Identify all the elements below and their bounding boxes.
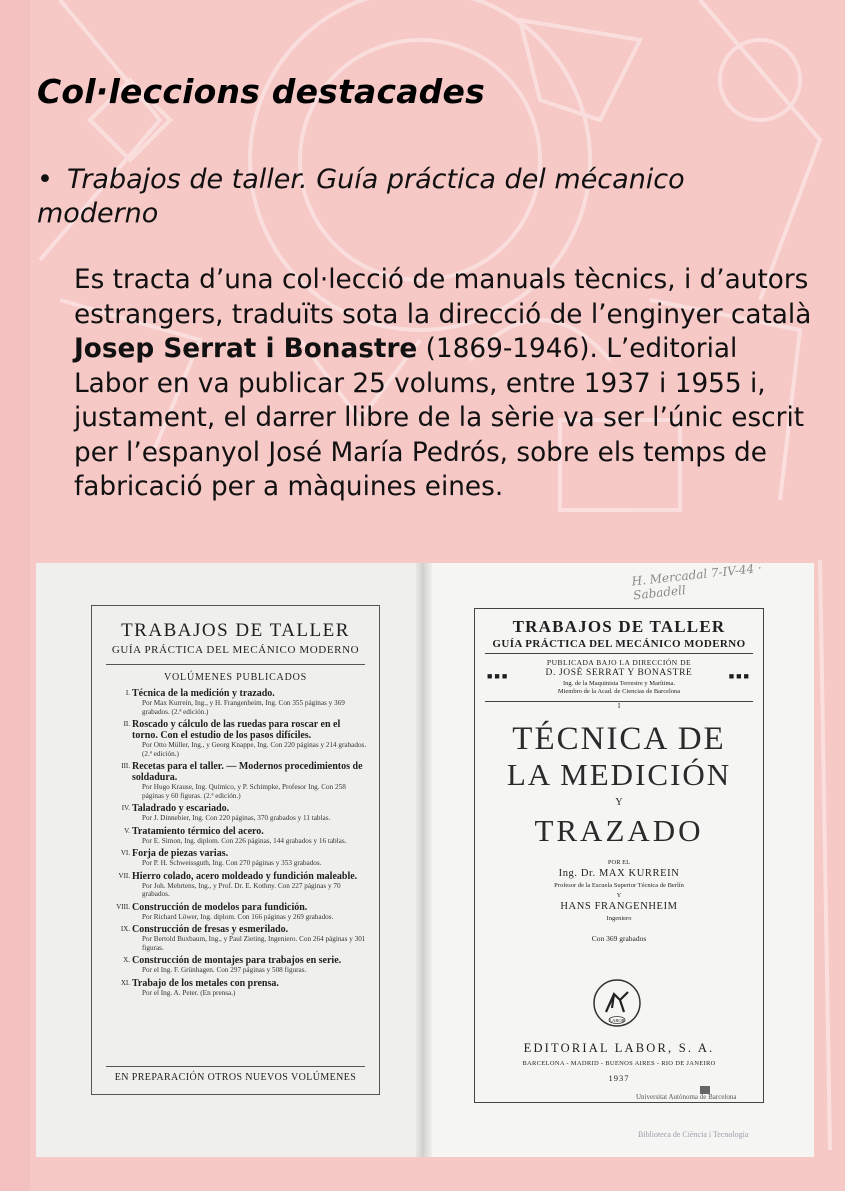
book-scan	[36, 560, 814, 1157]
author-conjunction: Y	[616, 892, 622, 899]
author-1: Ing. Dr. MAX KURREIN	[558, 868, 680, 879]
volume-list	[110, 688, 368, 1000]
publisher: EDITORIAL LABOR, S. A.	[523, 1041, 715, 1055]
ornament-squares: ■■■	[487, 671, 510, 681]
author-intro: POR EL	[607, 859, 631, 866]
collection-title	[37, 163, 777, 231]
director-role-2: Miembro de la Acad. de Ciencias de Barcelona	[557, 688, 681, 695]
author-2: HANS FRANGENHEIM	[560, 901, 678, 912]
ornament-squares: ■■■	[728, 671, 751, 681]
director-name: Josep Serrat i Bonastre	[74, 334, 418, 364]
upcoming-volumes-note: EN PREPARACIÓN OTROS NUEVOS VOLÚMENES	[114, 1072, 357, 1083]
volume-item: X. Construcción de montajes para trabajos en serie. Por el Ing. F. Grünhagen. Con 297 páginas y 508 figuras.	[123, 955, 342, 974]
book-title-line-3: TRAZADO	[534, 813, 704, 848]
volume-item: VI. Forja de piezas varias. Por P. H. Schweissguth, Ing. Con 270 páginas y 353 grabados.	[120, 848, 322, 867]
publication-year: 1937	[608, 1073, 630, 1083]
volume-item: IX. Construcción de fresas y esmerilado. Por Bertold Buxbaum, Ing., y Paul Zieting, Ingeniero. Con 264 páginas y 301 figuras.	[120, 924, 366, 952]
book-title-line-1: TÉCNICA DE	[512, 721, 726, 757]
book-title-conjunction: Y	[615, 797, 623, 808]
collection-description	[74, 263, 814, 505]
volume-item: I. Técnica de la medición y trazado. Por Max Kurrein, Ing., y H. Frangenheim, Ing. Con 355 páginas y 369 grabados. (2.ª edición.)	[125, 688, 345, 716]
title-page-frame	[474, 608, 764, 1103]
library-stamp-library: Biblioteca de Ciència i Tecnologia	[638, 1130, 749, 1139]
volume-item: VII. Hierro colado, acero moldeado y fundición maleable. Por Joh. Mehrtens, Ing., y Prof. Dr. E. Kothny. Con 227 páginas y 70 grabados.	[118, 870, 358, 898]
volumes-heading: VOLÚMENES PUBLICADOS	[164, 672, 307, 683]
page-heading: Col·leccions destacades	[37, 72, 485, 111]
series-director: D. JOSÉ SERRAT Y BONASTRE	[545, 668, 693, 678]
description-text-2: (1869-1946). L’editorial Labor en va publicar 25 volums, entre 1937 i 1955 i, justament, el darrer llibre de la sèrie va ser l’únic escrit per l’espanyol José María Pedrós, sobre els temps de fabricació per a màquines eines.	[74, 334, 805, 502]
volume-item: XI. Trabajo de los metales con prensa. Por el Ing. A. Peter. (En prensa.)	[120, 977, 279, 997]
volume-number: I	[617, 702, 621, 710]
author-2-role: Ingeniero	[606, 915, 632, 922]
divider	[106, 664, 365, 665]
library-stamp-university: Universitat Autònoma de Barcelona	[636, 1093, 737, 1101]
collection-title-text: Trabajos de taller. Guía práctica del mécanico moderno	[37, 164, 685, 229]
book-title-line-2: LA MEDICIÓN	[506, 757, 732, 792]
published-under: PUBLICADA BAJO LA DIRECCIÓN DE	[546, 658, 692, 667]
divider	[485, 653, 753, 654]
author-1-role: Profesor de la Escuela Superior Técnica de Berlín	[554, 882, 684, 889]
illustration-count: Con 369 grabados	[591, 934, 647, 943]
svg-text:LABOR: LABOR	[609, 1018, 625, 1023]
volume-item: VIII. Construcción de modelos para fundición. Por Richard Löwer, Ing. diplom. Con 166 páginas y 269 grabados.	[116, 901, 334, 921]
publisher-cities: BARCELONA - MADRID - BUENOS AIRES - RIO DE JANEIRO	[522, 1060, 716, 1067]
series-subtitle-left: GUÍA PRÁCTICA DEL MECÁNICO MODERNO	[111, 644, 360, 656]
series-title-right: TRABAJOS DE TALLER	[512, 617, 726, 636]
description-text-1: Es tracta d’una col·lecció de manuals tècnics, i d’autors estrangers, traduïts sota la direcció de l’enginyer català	[74, 265, 812, 330]
volume-item: II. Roscado y cálculo de las ruedas para roscar en el torno. Con el estudio de los pasos difíciles. Por Otto Müller, Ing., y Georg Knappe, Ing. Con 220 páginas y 214 grabados. (2.ª edición.)	[123, 719, 367, 758]
series-subtitle-right: GUÍA PRÁCTICA DEL MECÁNICO MODERNO	[492, 638, 746, 650]
volume-item: IV. Taladrado y escariado. Por J. Dinnebier, Ing. Con 220 páginas, 370 grabados y 11 tablas.	[121, 803, 331, 822]
volume-item: V. Tratamiento térmico del acero. Por E. Simon, Ing. diplom. Con 226 páginas, 144 grabados y 16 tablas.	[124, 825, 347, 845]
volume-list-frame	[91, 605, 380, 1095]
volume-item: III. Recetas para el taller. — Modernos procedimientos de soldadura. Por Hugo Krause, Ing. Químico, y P. Schimpke, Profesor Ing. Con 258 páginas y 60 figuras. (2.ª edición.)	[121, 761, 363, 800]
book-gutter	[416, 563, 432, 1157]
page-edge	[0, 0, 30, 1191]
divider	[106, 1066, 365, 1067]
bullet-marker: •	[37, 164, 53, 195]
series-title-left: TRABAJOS DE TALLER	[121, 620, 350, 641]
handwritten-signature: H. Mercadal 7-IV-44 · Sabadell	[631, 560, 763, 603]
labor-logo-icon	[592, 978, 642, 1028]
director-role-1: Ing. de la Maquinista Terrestre y Marítima.	[562, 680, 676, 687]
